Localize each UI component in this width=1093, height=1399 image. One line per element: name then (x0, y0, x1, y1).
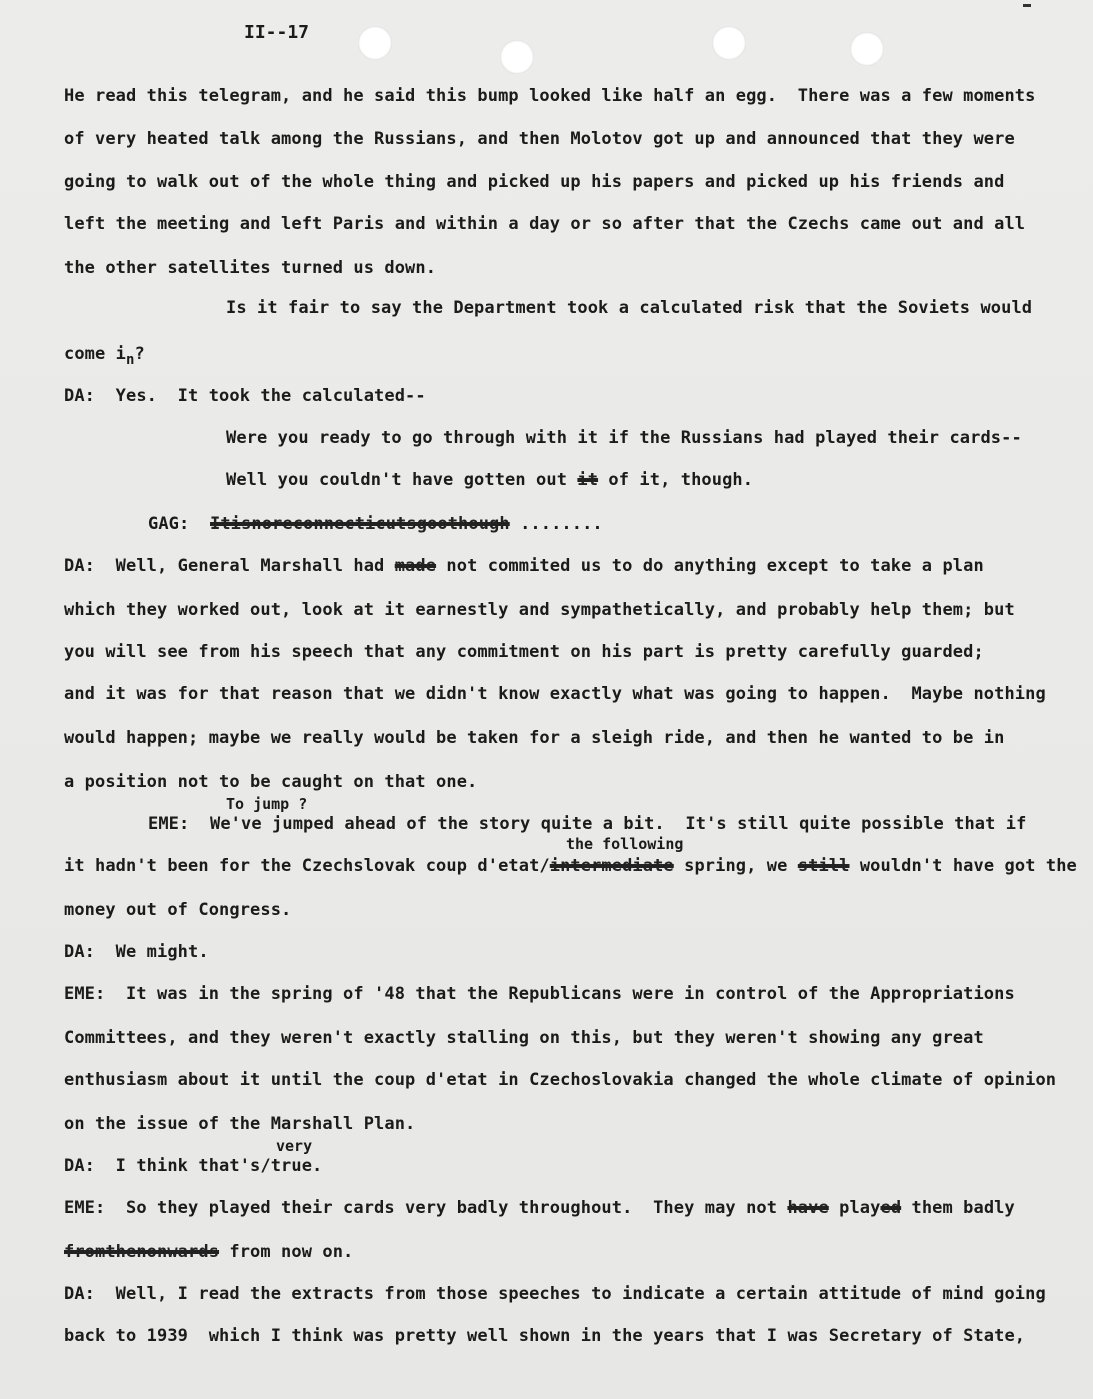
punch-hole (358, 26, 392, 60)
text-line: would happen; maybe we really would be taken for a sleigh ride, and then he wanted to be in (64, 728, 1005, 748)
text-line: the other satellites turned us down. (64, 258, 437, 278)
text-line: on the issue of the Marshall Plan. (64, 1114, 416, 1134)
text-line: fromthenonwards from now on. (64, 1242, 354, 1262)
text-line: DA: Yes. It took the calculated-- (64, 386, 426, 406)
text-line: you will see from his speech that any commitment on his part is pretty carefully guarded; (64, 642, 984, 662)
text-line: a position not to be caught on that one. (64, 772, 478, 792)
text-line: and it was for that reason that we didn't know exactly what was going to happen. Maybe nothing (64, 684, 1046, 704)
text-line: DA: We might. (64, 942, 209, 962)
interlinear-insertion: very (276, 1137, 313, 1155)
text-line: left the meeting and left Paris and within a day or so after that the Czechs came out and all (64, 214, 1026, 234)
text-line: Were you ready to go through with it if the Russians had played their cards-- (226, 428, 1022, 448)
punch-hole (500, 40, 534, 74)
text-line: back to 1939 which I think was pretty well shown in the years that I was Secretary of State, (64, 1326, 1026, 1346)
text-line: come $i_n$? (64, 344, 145, 368)
text-line: Committees, and they weren't exactly stalling on this, but they weren't showing any great (64, 1028, 984, 1048)
text-line: going to walk out of the whole thing and picked up his papers and picked up his friends and (64, 172, 1005, 192)
text-line: EME: We've jumped ahead of the story quite a bit. It's still quite possible that if (148, 814, 1027, 834)
punch-hole (850, 32, 884, 66)
text-line: it hadn't been for the Czechslovak coup d'etat/intermediate spring, we still wouldn't have got the (64, 856, 1077, 876)
interlinear-insertion: the following (566, 835, 684, 853)
page-label: II--17 (244, 22, 310, 43)
text-line: EME: It was in the spring of '48 that the Republicans were in control of the Appropriations (64, 984, 1015, 1004)
corner-mark (1023, 4, 1031, 7)
punch-hole (712, 26, 746, 60)
interlinear-insertion: To jump ? (226, 795, 308, 813)
text-line: DA: Well, General Marshall had made not commited us to do anything except to take a plan (64, 556, 984, 576)
text-line: EME: So they played their cards very badly throughout. They may not have played them badly (64, 1198, 1015, 1218)
text-line: GAG: Itisnoreconnecticutsgoothough ........ (148, 514, 603, 534)
text-line: Is it fair to say the Department took a calculated risk that the Soviets would (226, 298, 1033, 318)
text-line: enthusiasm about it until the coup d'etat in Czechoslovakia changed the whole climate of opinion (64, 1070, 1057, 1090)
text-line: He read this telegram, and he said this bump looked like half an egg. There was a few moments (64, 86, 1036, 106)
text-line: DA: Well, I read the extracts from those speeches to indicate a certain attitude of mind going (64, 1284, 1046, 1304)
text-line: Well you couldn't have gotten out it of it, though. (226, 470, 754, 490)
text-line: money out of Congress. (64, 900, 292, 920)
text-line: which they worked out, look at it earnestly and sympathetically, and probably help them; but (64, 600, 1015, 620)
text-line: of very heated talk among the Russians, and then Molotov got up and announced that they were (64, 129, 1015, 149)
text-line: DA: I think that's/true. (64, 1156, 323, 1176)
